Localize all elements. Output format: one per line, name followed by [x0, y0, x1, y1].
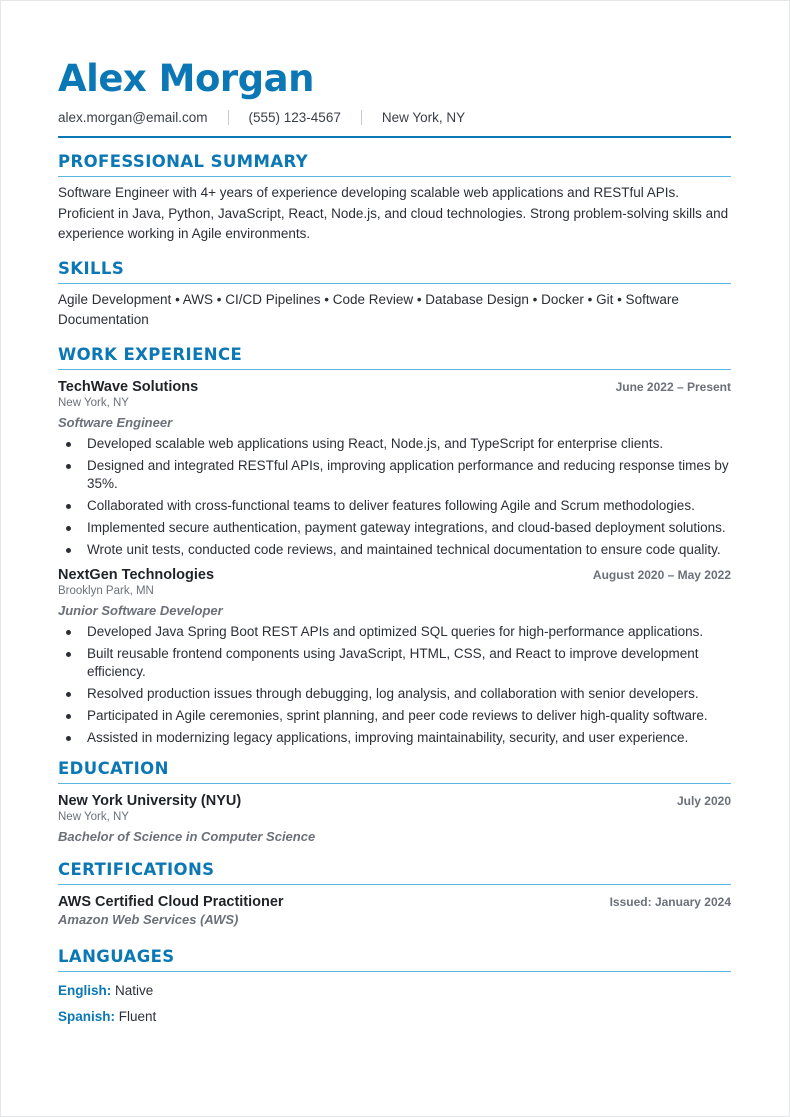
section-title-certifications: CERTIFICATIONS: [58, 859, 215, 879]
job-dates: August 2020 – May 2022: [592, 567, 731, 582]
certification-entry: [58, 893, 731, 929]
section-title-languages: LANGUAGES: [58, 946, 175, 966]
job-entry: [58, 378, 731, 560]
contact-divider: [361, 110, 362, 125]
certification-issuer: Amazon Web Services (AWS): [58, 911, 239, 927]
candidate-name: Alex Morgan: [58, 57, 314, 100]
education-entry: [58, 792, 731, 846]
section-rule: [58, 971, 731, 972]
language-item: [58, 1008, 731, 1026]
summary-text: Software Engineer with 4+ years of experience developing scalable web applications and RESTful APIs. Proficient in Java, Python, JavaScript, React, Node.js, and cloud technologies. Strong problem-solving skills and experience working in Agile environments.: [58, 185, 729, 241]
language-level: Fluent: [118, 1008, 157, 1024]
contact-divider: [228, 110, 229, 125]
education-date: July 2020: [676, 793, 731, 808]
job-bullet: Built reusable frontend components using JavaScript, HTML, CSS, and React to improve development efficiency.: [58, 645, 731, 682]
language-level: Native: [115, 982, 154, 998]
contact-phone: (555) 123-4567: [248, 109, 341, 125]
certifications-section: [58, 859, 731, 929]
job-company: NextGen Technologies: [58, 566, 215, 583]
section-rule: [58, 884, 731, 885]
job-bullet: Developed Java Spring Boot REST APIs and optimized SQL queries for high-performance applications.: [58, 623, 731, 642]
job-bullets: [58, 435, 731, 560]
job-entry: [58, 566, 731, 748]
job-bullet: Implemented secure authentication, payment gateway integrations, and cloud-based deployment solutions.: [58, 519, 731, 538]
job-role: Software Engineer: [58, 414, 173, 430]
job-bullet: Developed scalable web applications using React, Node.js, and TypeScript for enterprise clients.: [58, 435, 731, 454]
section-title-summary: PROFESSIONAL SUMMARY: [58, 152, 309, 171]
job-bullet: Designed and integrated RESTful APIs, improving application performance and reducing response times by 35%.: [58, 457, 731, 494]
languages-section: [58, 946, 731, 1026]
header-rule: [58, 136, 731, 138]
job-dates: June 2022 – Present: [615, 379, 731, 394]
section-rule: [58, 176, 731, 177]
job-bullet: Wrote unit tests, conducted code reviews, and maintained technical documentation to ensure code quality.: [58, 541, 731, 560]
education-school: New York University (NYU): [58, 792, 242, 809]
contact-line: [58, 107, 731, 127]
education-degree: Bachelor of Science in Computer Science: [58, 828, 316, 844]
contact-email: alex.morgan@email.com: [58, 109, 208, 125]
contact-location: New York, NY: [381, 109, 466, 125]
job-location: Brooklyn Park, MN: [58, 584, 154, 597]
certification-name: AWS Certified Cloud Practitioner: [58, 893, 284, 910]
job-bullet: Resolved production issues through debugging, log analysis, and collaboration with senior developers.: [58, 685, 731, 704]
job-company: TechWave Solutions: [58, 378, 199, 395]
experience-section: [58, 344, 731, 748]
education-section: [58, 758, 731, 846]
job-bullets: [58, 623, 731, 748]
job-bullet: Assisted in modernizing legacy applications, improving maintainability, security, and user experience.: [58, 729, 731, 748]
job-bullet: Collaborated with cross-functional teams to deliver features following Agile and Scrum methodologies.: [58, 497, 731, 516]
language-label: English:: [58, 982, 112, 998]
section-title-skills: SKILLS: [58, 258, 125, 278]
section-title-experience: WORK EXPERIENCE: [58, 344, 243, 364]
section-rule: [58, 369, 731, 370]
section-rule: [58, 783, 731, 784]
education-location: New York, NY: [58, 810, 129, 823]
section-title-education: EDUCATION: [58, 758, 169, 778]
job-role: Junior Software Developer: [58, 602, 223, 618]
summary-section: [58, 151, 731, 245]
skills-section: [58, 258, 731, 331]
job-bullet: Participated in Agile ceremonies, sprint planning, and peer code reviews to deliver high-quality software.: [58, 707, 731, 726]
language-label: Spanish:: [58, 1008, 116, 1024]
skills-text: Agile Development • AWS • CI/CD Pipelines • Code Review • Database Design • Docker • Git • Software Documentation: [58, 291, 679, 327]
section-rule: [58, 283, 731, 284]
job-location: New York, NY: [58, 396, 129, 409]
certification-issued: Issued: January 2024: [609, 894, 731, 909]
language-item: [58, 982, 731, 1000]
